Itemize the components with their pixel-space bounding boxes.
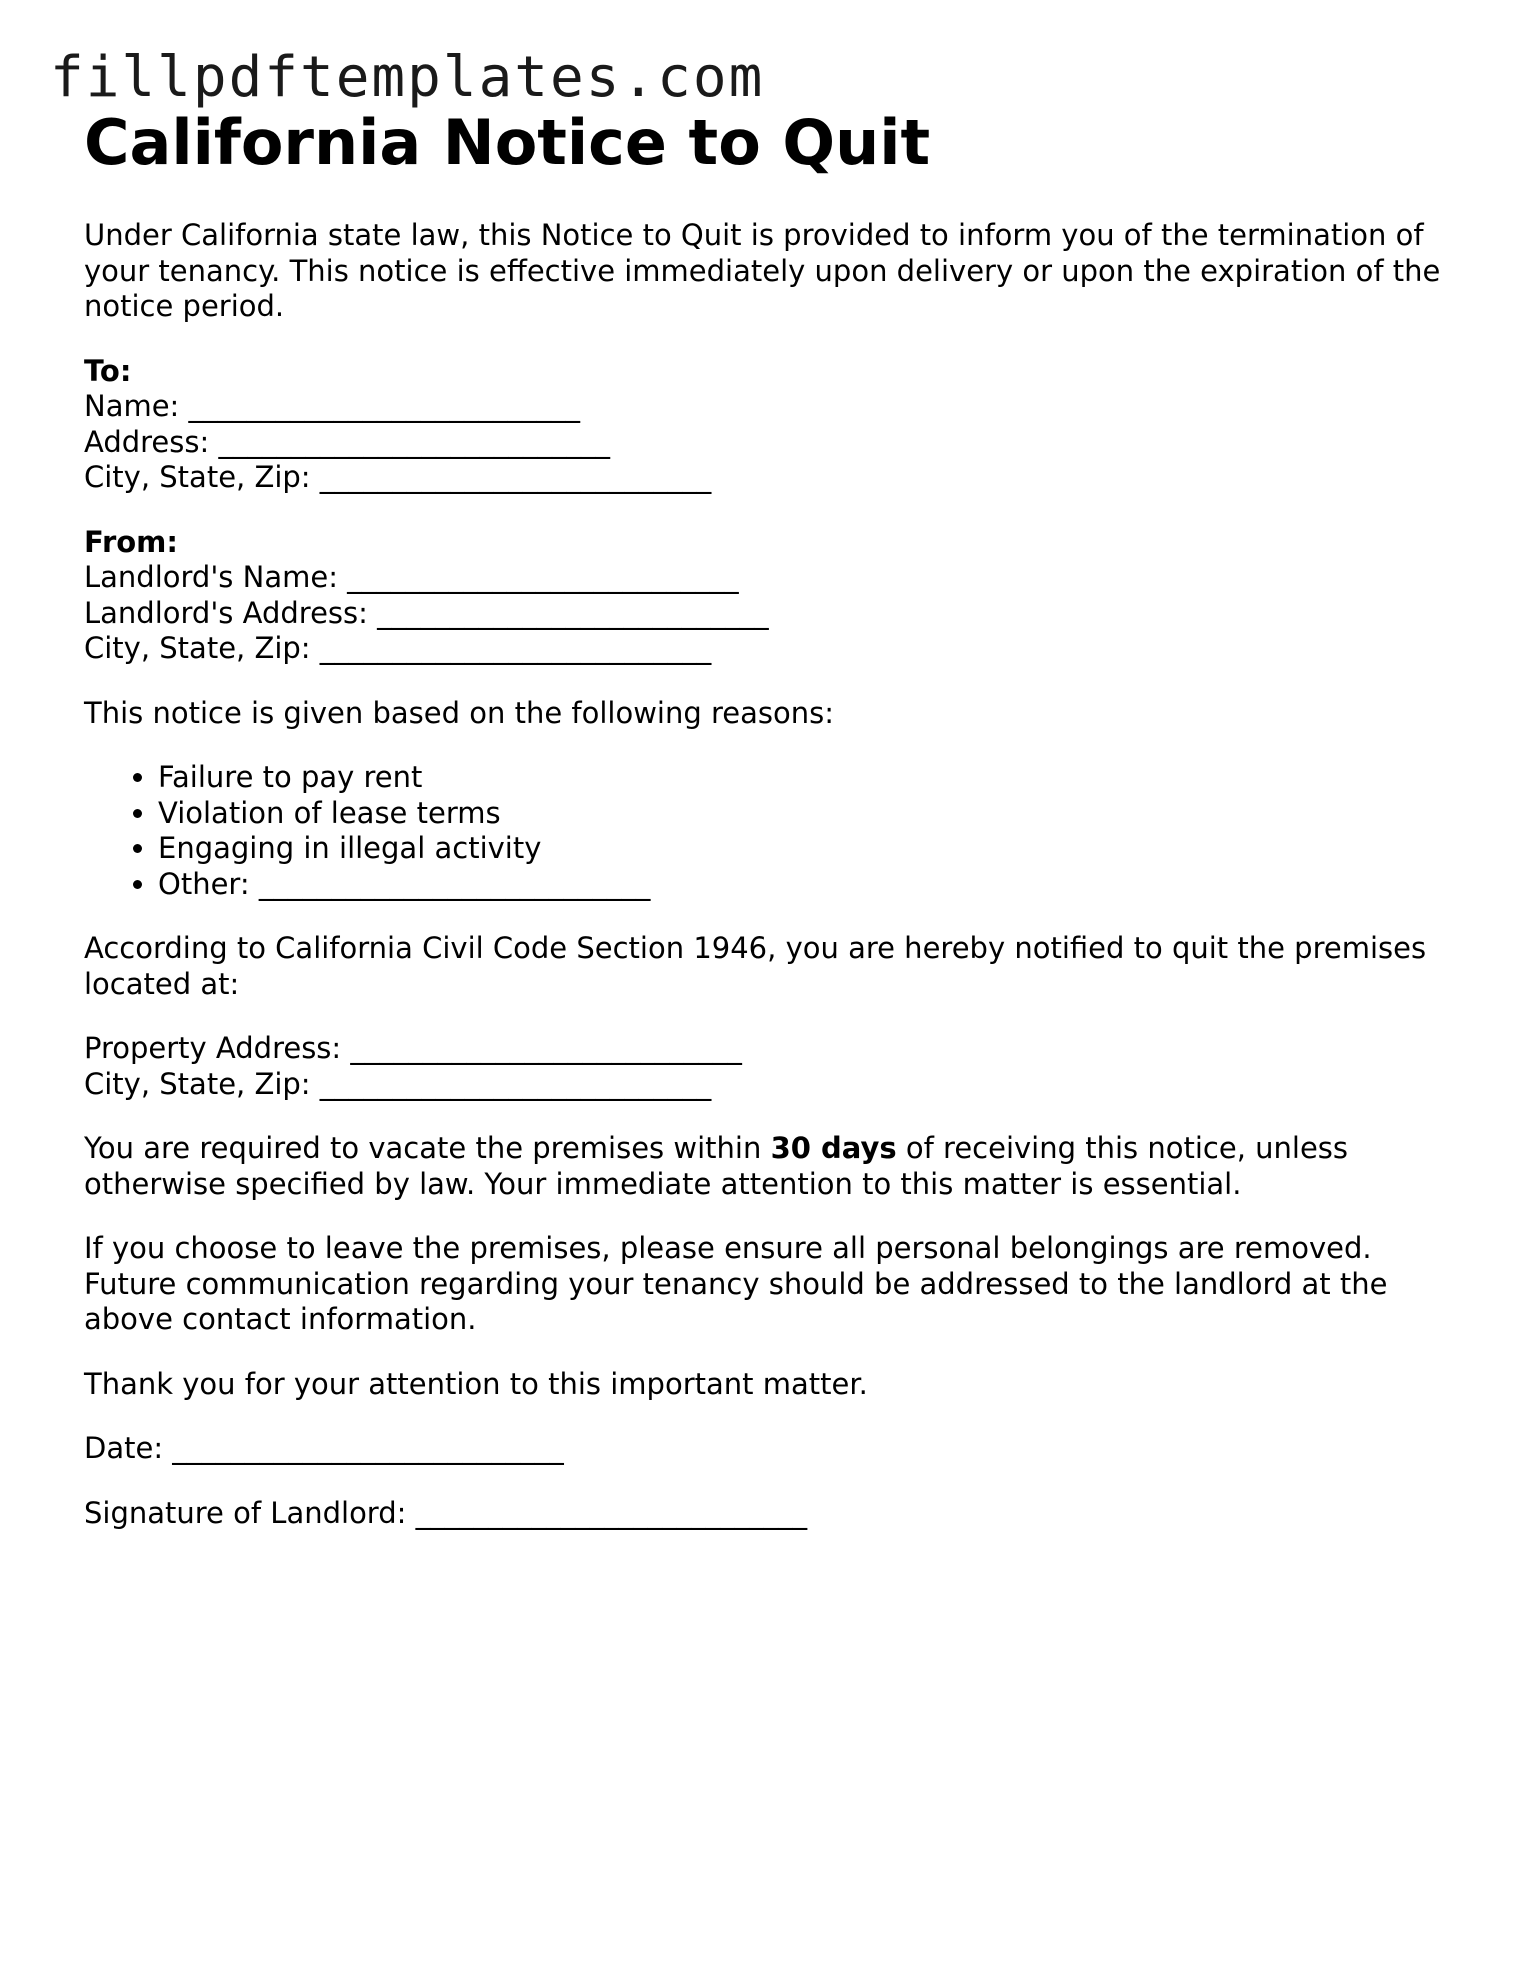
property-section (84, 1031, 1464, 1102)
intro-paragraph: Under California state law, this Notice to Quit is provided to inform you of the termination of your tenancy. This notice is effective immediately upon delivery or upon the expiration of the notice period. (84, 218, 1441, 323)
to-heading: To: (84, 353, 132, 388)
vacate-paragraph (84, 1131, 1464, 1202)
vacate-text-before: You are required to vacate the premises within (84, 1131, 771, 1165)
list-item: • Failure to pay rent (158, 760, 1464, 796)
list-item: • Violation of lease terms (158, 796, 1464, 832)
landlord-city-state-zip-field: City, State, Zip: ___________________________ (84, 631, 712, 665)
from-heading: From: (84, 524, 178, 559)
page-title: California Notice to Quit (84, 106, 931, 179)
to-section (84, 354, 1464, 496)
civil-code-paragraph: According to California Civil Code Section 1946, you are hereby notified to quit the premises located at: (84, 931, 1427, 1001)
tenant-name-field: Name: ___________________________ (84, 389, 581, 423)
vacate-days: 30 days (770, 1131, 897, 1165)
belongings-paragraph: If you choose to leave the premises, please ensure all personal belongings are removed. Future communication regarding your tenancy should be addressed to the landlord at the above contact information. (84, 1231, 1388, 1336)
list-item: • Engaging in illegal activity (158, 831, 1464, 867)
date-field: Date: ___________________________ (84, 1431, 564, 1465)
vacate-text-after: of receiving this notice, unless otherwise specified by law. Your immediate attention to this matter is essential. (84, 1131, 1349, 1201)
property-address-field: Property Address: ___________________________ (84, 1031, 742, 1065)
tenant-city-state-zip-field: City, State, Zip: ___________________________ (84, 460, 712, 494)
tenant-address-field: Address: ___________________________ (84, 424, 610, 459)
reasons-list (84, 760, 1464, 902)
list-item: • Other: ___________________________ (158, 867, 1464, 903)
notice-document (84, 108, 1464, 1560)
signature-field: Signature of Landlord: ___________________________ (84, 1495, 808, 1530)
property-city-state-zip-field: City, State, Zip: ___________________________ (84, 1066, 712, 1101)
reasons-intro: This notice is given based on the following reasons: (84, 695, 834, 730)
thanks-paragraph: Thank you for your attention to this important matter. (84, 1366, 868, 1401)
from-section (84, 525, 1464, 667)
watermark: fillpdftemplates.com (50, 45, 765, 110)
landlord-address-field: Landlord's Address: ___________________________ (84, 595, 769, 630)
landlord-name-field: Landlord's Name: ___________________________ (84, 560, 739, 594)
